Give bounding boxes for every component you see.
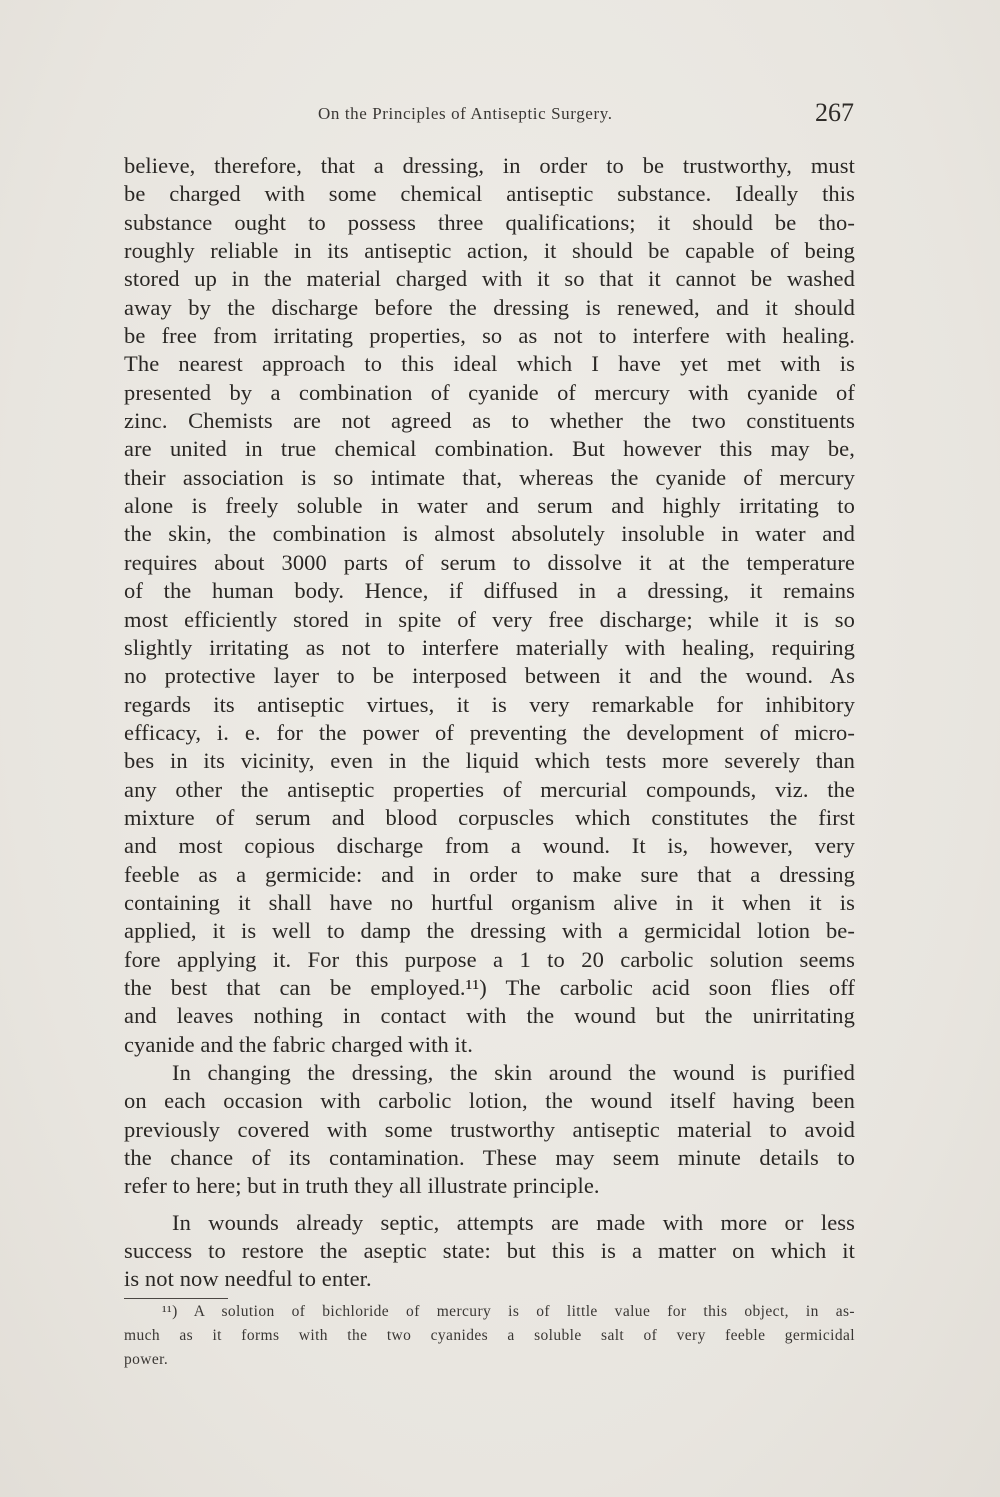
text-line: mixture of serum and blood corpuscles which constitutes the first — [124, 804, 855, 830]
text-line: the skin, the combination is almost absolutely insoluble in water and — [124, 521, 855, 547]
text-line: roughly reliable in its antiseptic action, it should be capable of being — [124, 238, 855, 264]
text-line: fore applying it. For this purpose a 1 to 20 carbolic solution seems — [124, 946, 855, 972]
text-line: success to restore the aseptic state: but this is a matter on which it — [124, 1238, 855, 1264]
text-line: bes in its vicinity, even in the liquid which tests more severely than — [124, 748, 855, 774]
text-line: their association is so intimate that, whereas the cyanide of mercury — [124, 464, 855, 490]
text-line: is not now needful to enter. — [124, 1266, 372, 1292]
text-line: requires about 3000 parts of serum to dissolve it at the temperature — [124, 549, 855, 575]
footnote-line: much as it forms with the two cyanides a soluble salt of very feeble germicidal — [124, 1327, 855, 1344]
text-line: feeble as a germicide: and in order to make sure that a dressing — [124, 861, 855, 887]
text-line: containing it shall have no hurtful organism alive in it when it is — [124, 889, 855, 915]
text-line: slightly irritating as not to interfere materially with healing, requiring — [124, 634, 855, 660]
text-line: applied, it is well to damp the dressing with a germicidal lotion be- — [124, 918, 855, 944]
footnote-divider — [124, 1298, 228, 1299]
text-line: zinc. Chemists are not agreed as to whether the two constituents — [124, 408, 855, 434]
page-header — [0, 98, 1000, 138]
text-line: alone is freely soluble in water and serum and highly irritating to — [124, 493, 855, 519]
footnote-line: power. — [124, 1351, 169, 1368]
text-line: and most copious discharge from a wound. It is, however, very — [124, 833, 855, 859]
footnote-line: ¹¹) A solution of bichloride of mercury is of little value for this object, in as- — [162, 1303, 855, 1320]
text-line: any other the antiseptic properties of mercurial compounds, viz. the — [124, 776, 855, 802]
paragraph-2 — [124, 1059, 855, 1201]
text-line: previously covered with some trustworthy antiseptic material to avoid — [124, 1116, 855, 1142]
text-line: most efficiently stored in spite of very free discharge; while it is so — [124, 606, 855, 632]
text-line: the chance of its contamination. These may seem minute details to — [124, 1145, 855, 1171]
text-line: In changing the dressing, the skin around the wound is purified — [172, 1060, 855, 1085]
text-line: believe, therefore, that a dressing, in order to be trustworthy, must — [124, 153, 855, 178]
text-line: presented by a combination of cyanide of mercury with cyanide of — [124, 379, 855, 405]
paragraph-3 — [124, 1209, 855, 1294]
text-line: The nearest approach to this ideal which I have yet met with is — [124, 351, 855, 377]
text-line: away by the discharge before the dressing is renewed, and it should — [124, 294, 855, 320]
text-line: refer to here; but in truth they all illustrate principle. — [124, 1173, 600, 1199]
footnote — [124, 1300, 855, 1372]
text-line: and leaves nothing in contact with the wound but the unirritating — [124, 1003, 855, 1029]
text-line: be free from irritating properties, so as not to interfere with healing. — [124, 323, 855, 349]
text-line: efficacy, i. e. for the power of preventing the development of micro- — [124, 719, 855, 745]
paragraph-1 — [124, 152, 855, 1059]
text-line: regards its antiseptic virtues, it is very remarkable for inhibitory — [124, 691, 855, 717]
text-line: of the human body. Hence, if diffused in a dressing, it remains — [124, 578, 855, 604]
page-number: 267 — [815, 98, 854, 127]
text-line: on each occasion with carbolic lotion, the wound itself having been — [124, 1088, 855, 1114]
text-line: substance ought to possess three qualifications; it should be tho- — [124, 209, 855, 235]
text-line: are united in true chemical combination. But however this may be, — [124, 436, 855, 462]
text-line: be charged with some chemical antiseptic substance. Ideally this — [124, 181, 855, 207]
paragraph-gap — [124, 1201, 855, 1209]
body-text — [124, 152, 855, 1294]
text-line: In wounds already septic, attempts are made with more or less — [172, 1209, 855, 1235]
text-line: no protective layer to be interposed between it and the wound. As — [124, 663, 855, 689]
text-line: cyanide and the fabric charged with it. — [124, 1031, 473, 1057]
running-title: On the Principles of Antiseptic Surgery. — [318, 104, 613, 123]
text-line: the best that can be employed.¹¹) The carbolic acid soon flies off — [124, 974, 855, 1000]
text-line: stored up in the material charged with it so that it cannot be washed — [124, 266, 855, 292]
